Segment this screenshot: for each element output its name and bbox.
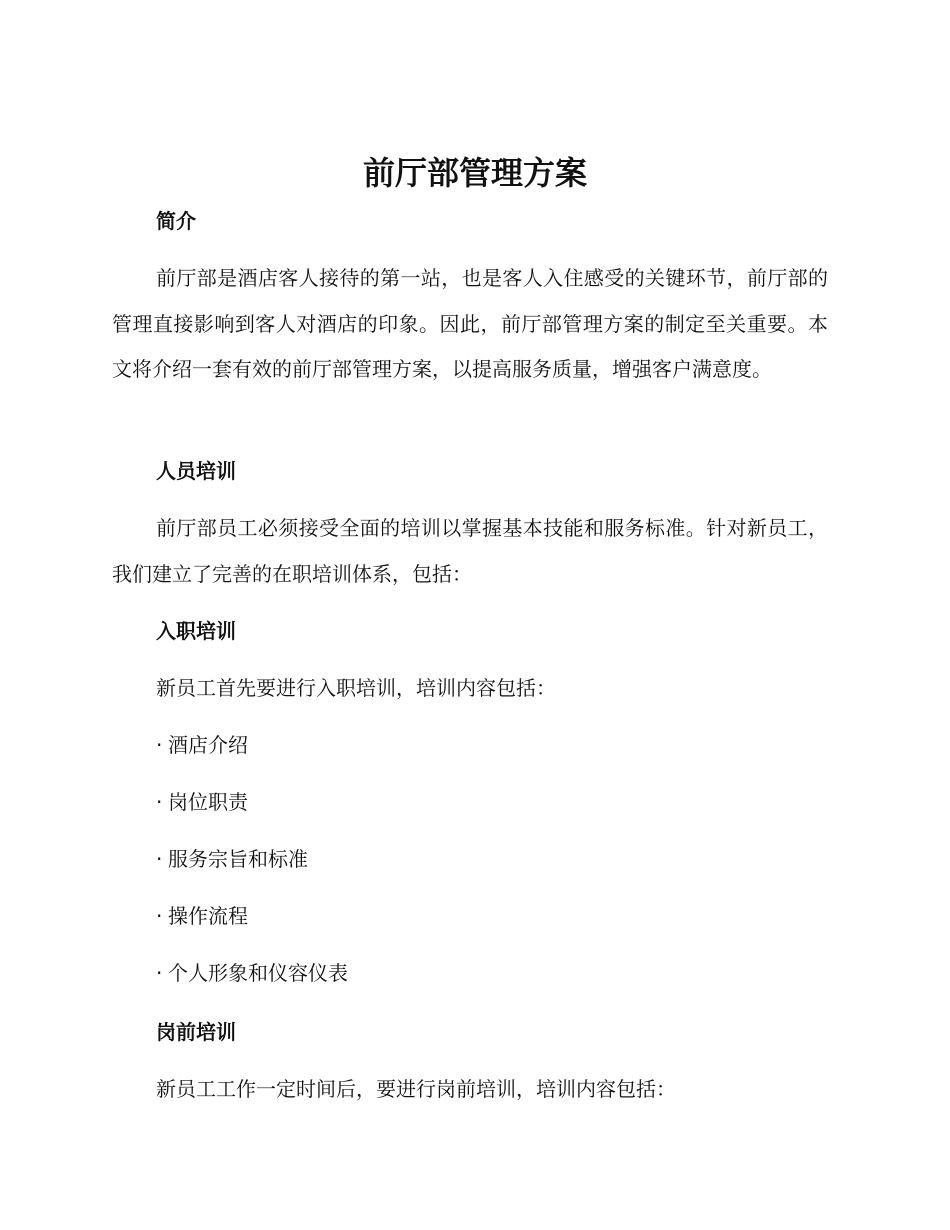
bullet-marker: · (156, 847, 163, 871)
list-item (156, 731, 248, 759)
intro-paragraph: 前厅部是酒店客人接待的第一站，也是客人入住感受的关键环节，前厅部的管理直接影响到客人对酒店的印象。因此，前厅部管理方案的制定至关重要。本文将介绍一套有效的前厅部管理方案，以提高服务质量，增强客户满意度。 (112, 266, 828, 381)
list-item (156, 845, 308, 873)
intro-heading: 简介 (156, 209, 196, 233)
list-item (156, 788, 248, 816)
list-item-text: 酒店介绍 (168, 733, 248, 757)
list-item-text: 服务宗旨和标准 (168, 847, 308, 871)
bullet-marker: · (156, 733, 163, 757)
training-heading: 人员培训 (156, 459, 236, 483)
onboarding-heading: 入职培训 (156, 619, 236, 643)
training-paragraph: 前厅部员工必须接受全面的培训以掌握基本技能和服务标准。针对新员工，我们建立了完善的在职培训体系，包括： (112, 516, 828, 586)
list-item (156, 959, 348, 987)
list-item (156, 902, 248, 930)
document-title: 前厅部管理方案 (362, 154, 587, 192)
onboarding-intro-line: 新员工首先要进行入职培训，培训内容包括： (156, 676, 556, 700)
list-item-text: 操作流程 (168, 904, 248, 928)
bullet-marker: · (156, 904, 163, 928)
list-item-text: 个人形象和仪容仪表 (168, 961, 348, 985)
bullet-marker: · (156, 961, 163, 985)
preshift-intro-line: 新员工工作一定时间后，要进行岗前培训，培训内容包括： (156, 1077, 676, 1101)
bullet-marker: · (156, 790, 163, 814)
list-item-text: 岗位职责 (168, 790, 248, 814)
preshift-heading: 岗前培训 (156, 1020, 236, 1044)
